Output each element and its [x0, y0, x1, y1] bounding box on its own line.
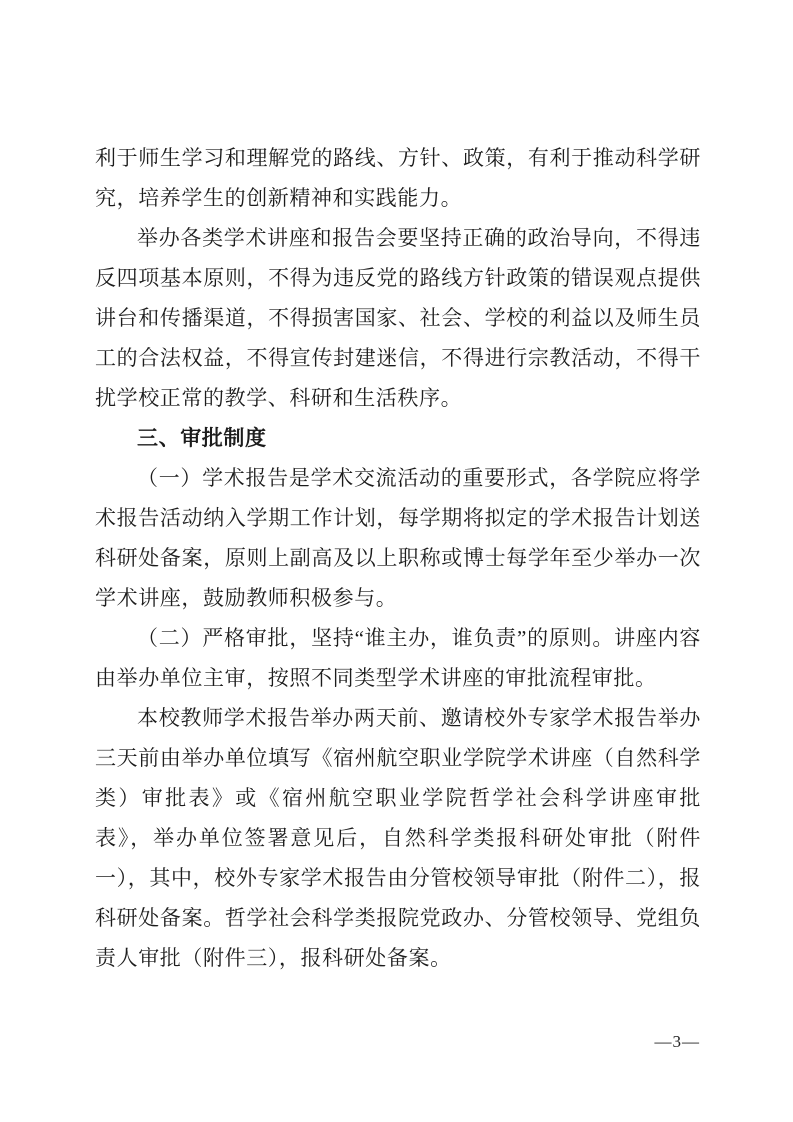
body-paragraph-political-direction: 举办各类学术讲座和报告会要坚持正确的政治导向，不得违反四项基本原则，不得为违反党的路线方针政策的错误观点提供讲台和传播渠道，不得损害国家、社会、学校的利益以及师生员工的合法权益，不得宣传封建迷信，不得进行宗教活动，不得干扰学校正常的教学、科研和生活秩序。	[95, 226, 701, 410]
body-paragraph-item-two: （二）严格审批，坚持“谁主办，谁负责”的原则。讲座内容由举办单位主审，按照不同类型学术讲座的审批流程审批。	[95, 626, 701, 690]
section-heading-approval-system: 三、审批制度	[137, 426, 267, 450]
body-paragraph-approval-procedure: 本校教师学术报告举办两天前、邀请校外专家学术报告举办三天前由举办单位填写《宿州航空职业学院学术讲座（自然科学类）审批表》或《宿州航空职业学院哲学社会科学讲座审批表》，举办单位签署意见后，自然科学类报科研处审批（附件一），其中，校外专家学术报告由分管校领导审批（附件二），报科研处备案。哲学社会科学类报院党政办、分管校领导、党组负责人审批（附件三），报科研处备案。	[95, 706, 701, 970]
body-paragraph-item-one: （一）学术报告是学术交流活动的重要形式，各学院应将学术报告活动纳入学期工作计划，每学期将拟定的学术报告计划送科研处备案，原则上副高及以上职称或博士每学年至少举办一次学术讲座，鼓励教师积极参与。	[95, 466, 701, 610]
document-body	[95, 138, 701, 978]
page-number: —3—	[654, 1032, 700, 1051]
body-paragraph-continuation: 利于师生学习和理解党的路线、方针、政策，有利于推动科学研究，培养学生的创新精神和实践能力。	[95, 146, 701, 210]
